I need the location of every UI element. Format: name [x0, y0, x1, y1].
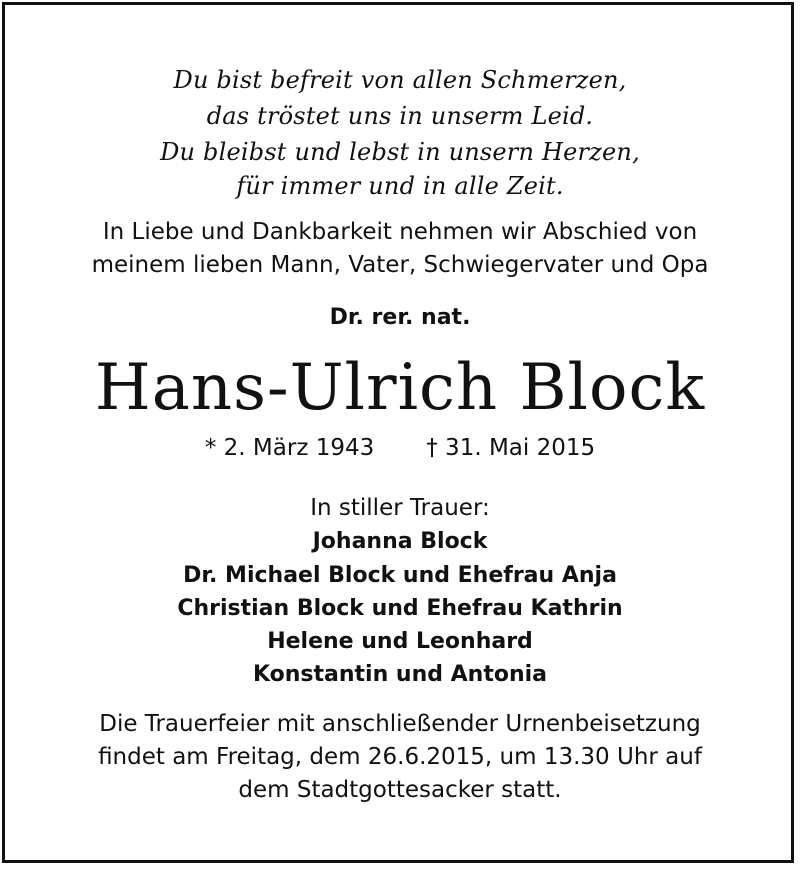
mourner-name: Dr. Michael Block und Ehefrau Anja [183, 563, 617, 588]
mourner-name: Helene und Leonhard [267, 629, 533, 654]
mourner-name: Konstantin und Antonia [252, 662, 548, 687]
death-date: † 31. Mai 2015 [426, 435, 596, 461]
mourner-name: Christian Block und Ehefrau Kathrin [177, 596, 623, 621]
intro-line-1: In Liebe und Dankbarkeit nehmen wir Abschied von [102, 219, 698, 245]
mourner-name: Johanna Block [312, 529, 488, 554]
poem-line-3: Du bleibst und lebst in unsern Herzen, [160, 138, 640, 166]
poem-line-2: das tröstet uns in unserm Leid. [206, 102, 594, 130]
poem-line-4: für immer und in alle Zeit. [236, 172, 564, 200]
funeral-line-2: findet am Freitag, dem 26.6.2015, um 13.30 Uhr auf [98, 744, 702, 770]
life-dates [0, 432, 800, 464]
funeral-line-1: Die Trauerfeier mit anschließender Urnenbeisetzung [99, 711, 701, 737]
deceased-name: Hans-Ulrich Block [94, 351, 706, 425]
funeral-line-3: dem Stadtgottesacker statt. [238, 777, 562, 803]
poem-line-1: Du bist befreit von allen Schmerzen, [173, 66, 627, 94]
intro-line-2: meinem lieben Mann, Vater, Schwiegervater und Opa [91, 252, 709, 278]
mourners-heading: In stiller Trauer: [310, 495, 490, 521]
birth-date: * 2. März 1943 [204, 435, 375, 461]
academic-title: Dr. rer. nat. [329, 305, 471, 330]
